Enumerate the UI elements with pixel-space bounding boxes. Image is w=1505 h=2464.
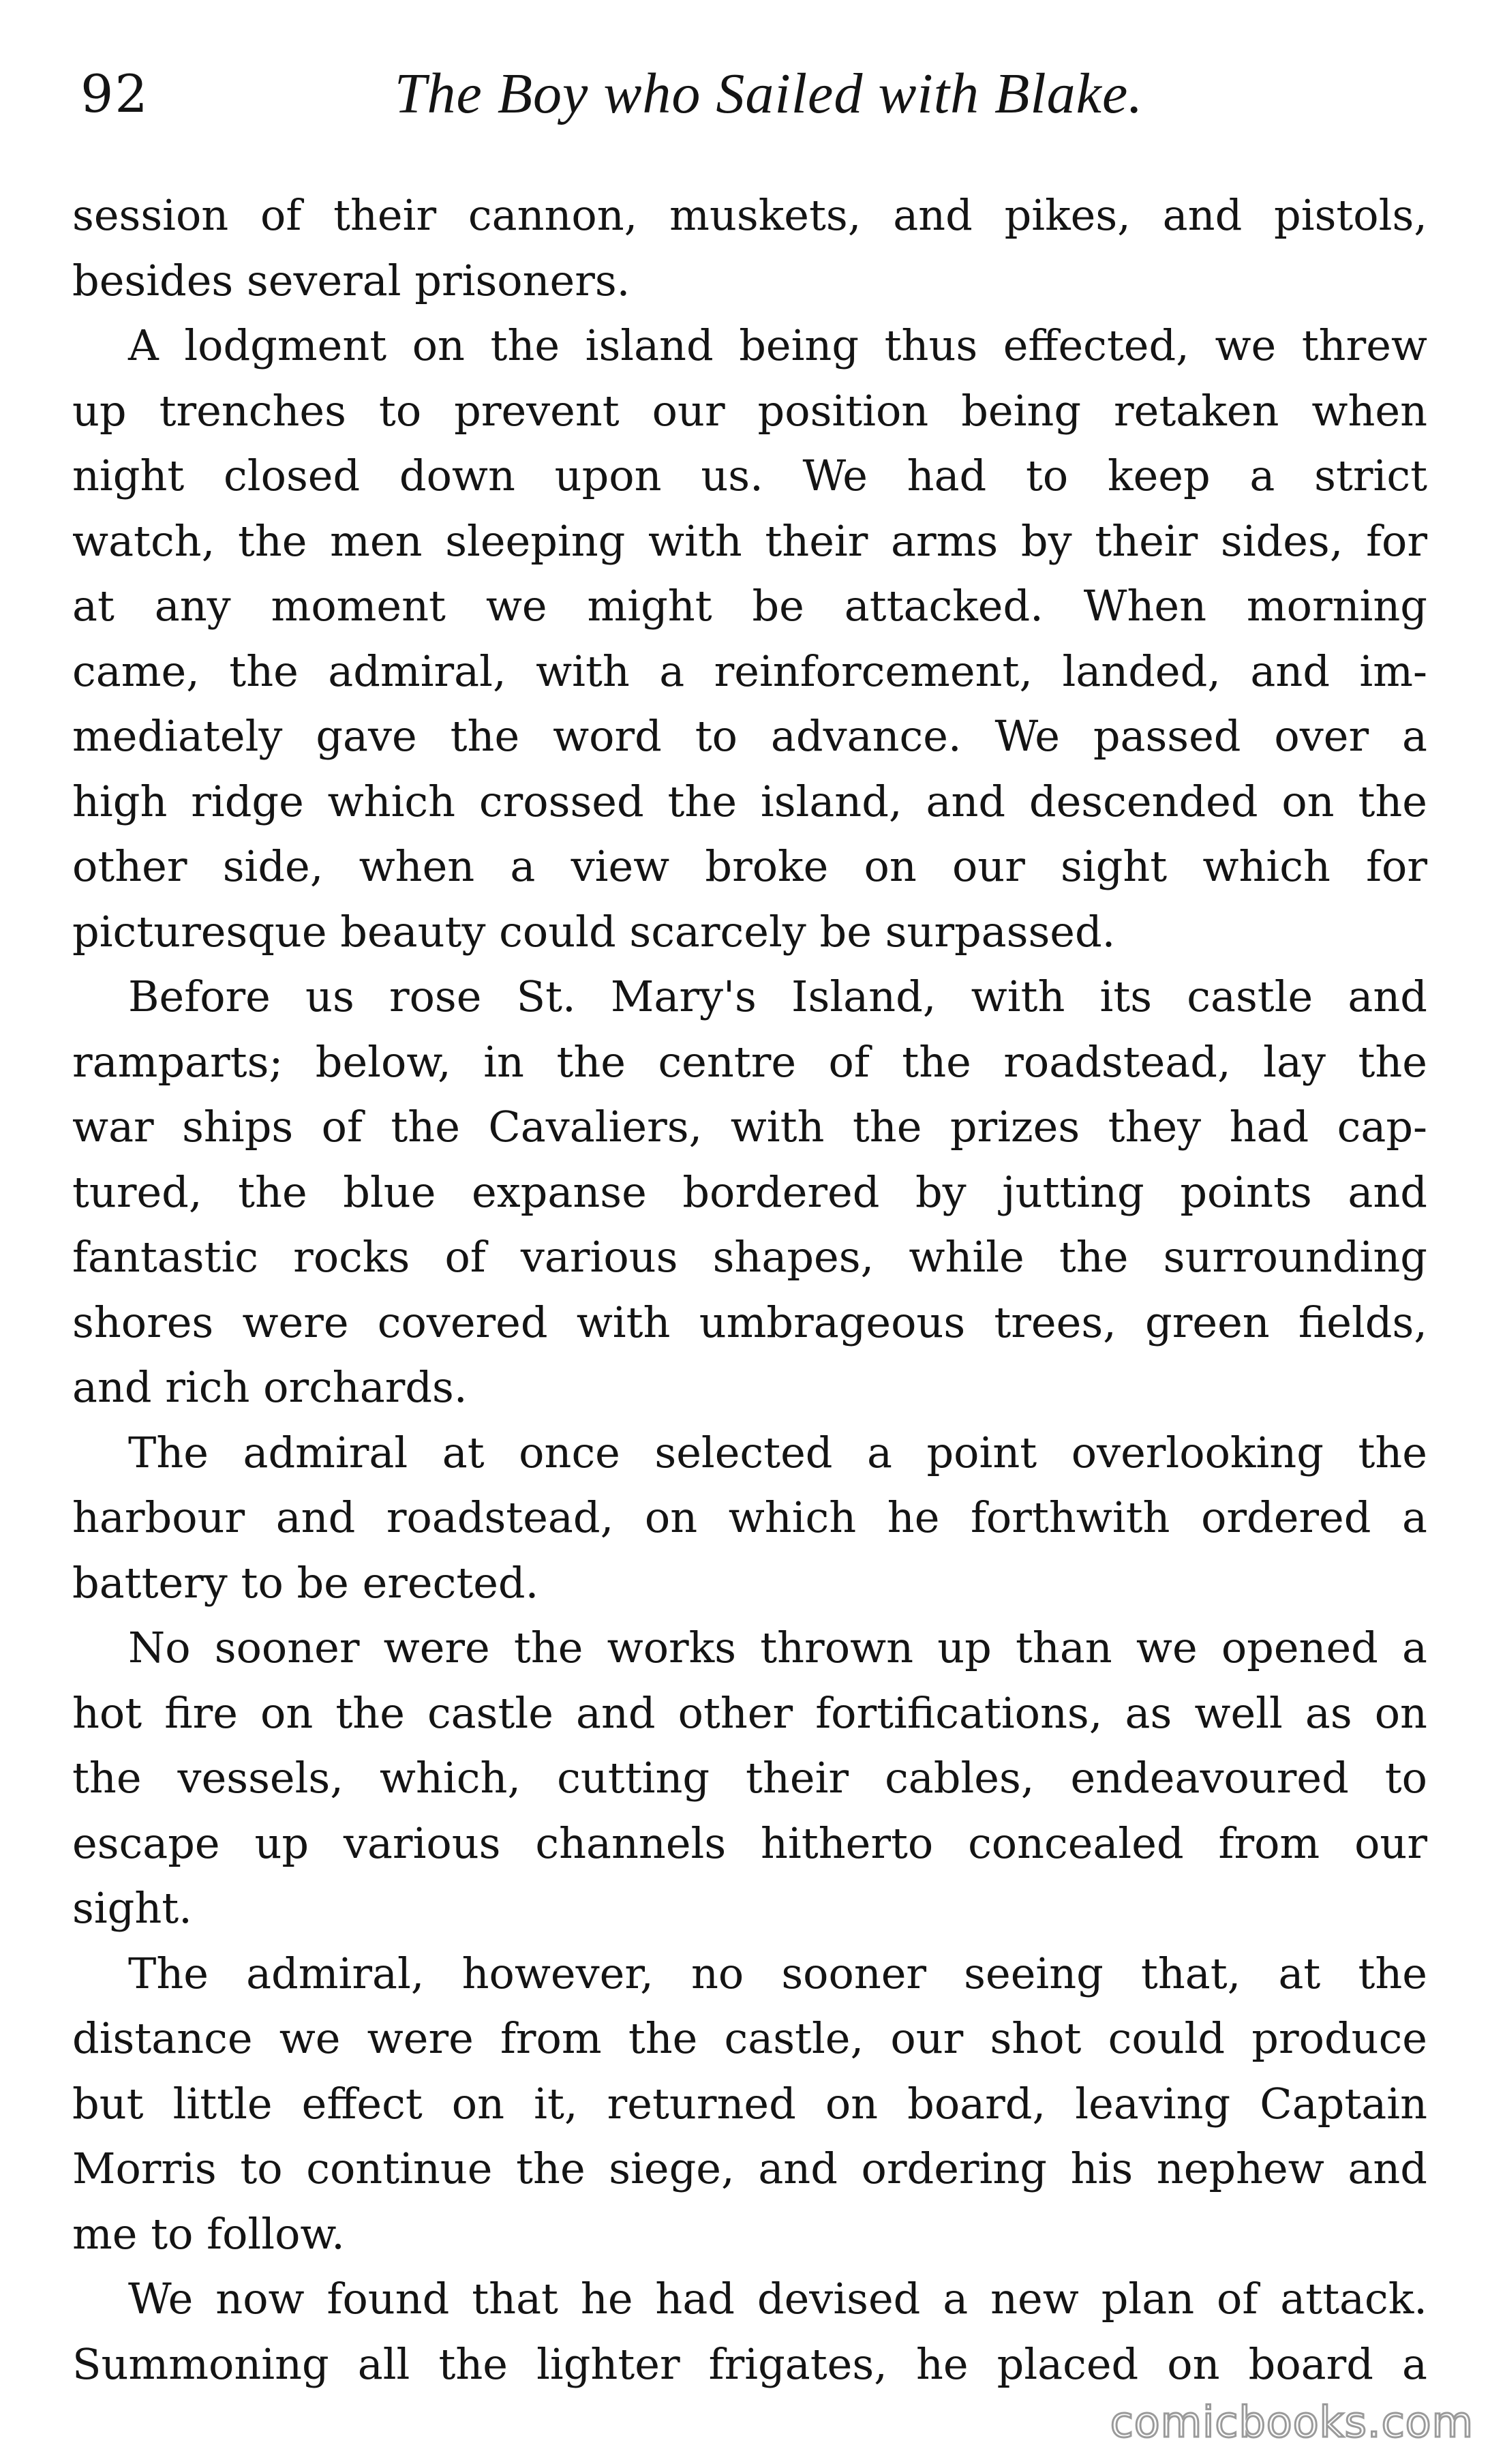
text-line: mediately gave the word to advance. We passed over a [72,711,1427,761]
text-line: up trenches to prevent our position being retaken when [72,385,1427,436]
text-line: fantastic rocks of various shapes, while the surrounding [72,1232,1427,1282]
text-line: The admiral at once selected a point overlooking the [128,1427,1427,1477]
paragraph [72,964,1427,1420]
text-line: We now found that he had devised a new plan of attack. [128,2274,1427,2324]
text-line: the vessels, which, cutting their cables, endeavoured to [72,1753,1427,1803]
text-line: hot fire on the castle and other fortifications, as well as on [72,1687,1427,1738]
text-line: Before us rose St. Mary's Island, with its castle and [128,972,1427,1021]
paragraph [72,313,1427,964]
running-head [80,60,1416,135]
text-line: No sooner were the works thrown up than we opened a [128,1623,1427,1672]
body-text [72,183,1427,2397]
text-line: ramparts; below, in the centre of the roadstead, lay the [72,1036,1427,1087]
text-line: Morris to continue the siege, and ordering his nephew and [72,2144,1427,2193]
text-line: but little effect on it, returned on board, leaving Captain [72,2078,1427,2129]
text-line: me to follow. [72,2208,345,2259]
text-line: night closed down upon us. We had to keep a strict [72,451,1427,500]
text-line: battery to be erected. [72,1557,539,1608]
text-line: shores were covered with umbrageous trees, green fields, [72,1297,1427,1347]
text-line: high ridge which crossed the island, and descended on the [72,776,1427,826]
page-number: 92 [80,63,149,124]
text-line: session of their cannon, muskets, and pikes, and pistols, [72,190,1427,240]
text-line: and rich orchards. [72,1362,468,1412]
text-line: distance we were from the castle, our shot could produce [72,2013,1427,2063]
text-line: sight. [72,1883,192,1933]
text-line: A lodgment on the island being thus effected, we threw [128,320,1427,370]
text-line: besides several prisoners. [72,255,630,305]
watermark: comicbooks.com [1110,2397,1474,2447]
text-line: came, the admiral, with a reinforcement, landed, and im- [72,646,1427,696]
running-title: The Boy who Sailed with Blake. [394,62,1144,125]
paragraph [72,183,1427,313]
text-line: watch, the men sleeping with their arms by their sides, for [72,515,1427,566]
text-line: harbour and roadstead, on which he forthwith ordered a [72,1492,1427,1542]
text-line: escape up various channels hitherto concealed from our [72,1818,1427,1868]
paragraph [72,1941,1427,2267]
text-line: other side, when a view broke on our sight which for [72,841,1427,891]
text-line: The admiral, however, no sooner seeing that, at the [128,1948,1427,1998]
paragraph [72,1615,1427,1941]
text-line: at any moment we might be attacked. When morning [72,581,1427,631]
paragraph [72,2266,1427,2397]
paragraph [72,1420,1427,1616]
text-line: war ships of the Cavaliers, with the prizes they had cap- [72,1102,1427,1152]
text-line: picturesque beauty could scarcely be surpassed. [72,906,1116,957]
text-line: tured, the blue expanse bordered by jutting points and [72,1167,1427,1217]
text-line: Summoning all the lighter frigates, he placed on board a [72,2339,1427,2389]
